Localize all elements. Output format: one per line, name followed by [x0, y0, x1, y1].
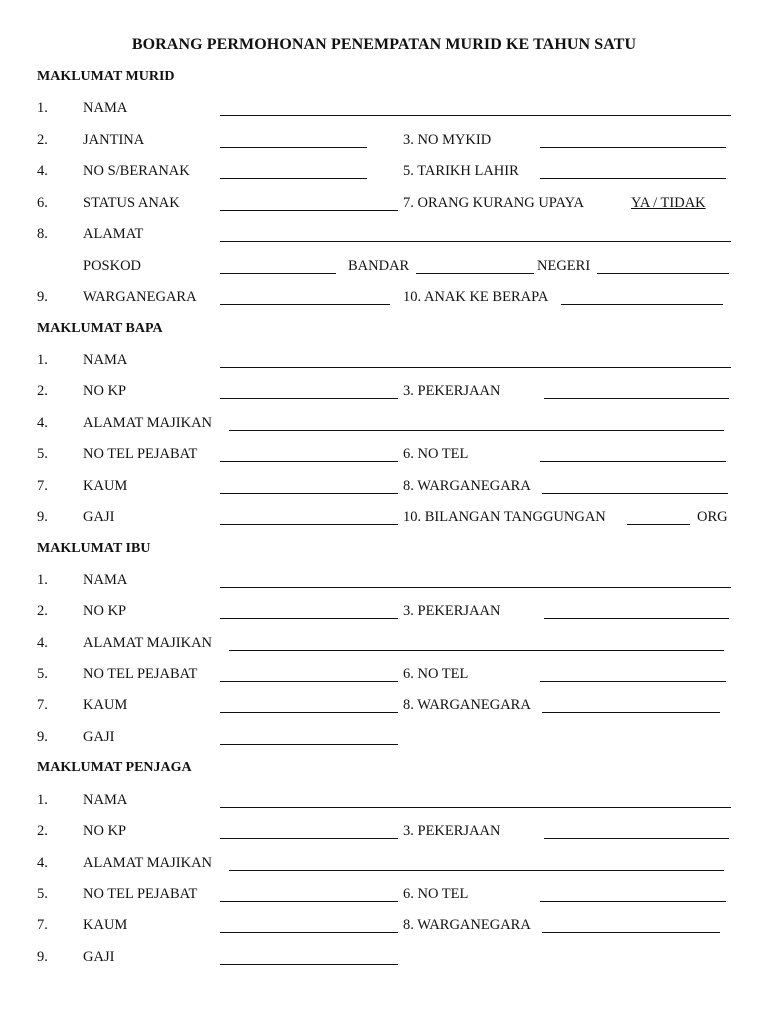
anak-ke-field-line[interactable]	[561, 304, 723, 305]
ibu-row-nama	[0, 572, 768, 590]
row-number: 4.	[37, 635, 48, 651]
label-mykid: 3. NO MYKID	[403, 132, 492, 148]
section-penjaga-heading: MAKLUMAT PENJAGA	[37, 760, 192, 775]
ya-tidak-choice[interactable]: YA / TIDAK	[631, 195, 706, 211]
penjaga-kp-field-line[interactable]	[220, 838, 398, 839]
murid-row-warganegara	[0, 289, 768, 307]
label-nama: NAMA	[83, 792, 128, 808]
label-nama: NAMA	[83, 352, 128, 368]
ibu-gaji-field-line[interactable]	[220, 744, 398, 745]
bandar-field-line[interactable]	[416, 273, 534, 274]
form-title: BORANG PERMOHONAN PENEMPATAN MURID KE TAHUN SATU	[131, 36, 637, 53]
label-gaji: GAJI	[83, 509, 115, 525]
label-no-sb: NO S/BERANAK	[83, 163, 190, 179]
row-number: 2.	[37, 823, 48, 839]
label-no-tel: 6. NO TEL	[403, 886, 469, 902]
status-anak-field-line[interactable]	[220, 210, 398, 211]
label-jantina: JANTINA	[83, 132, 145, 148]
label-no-kp: NO KP	[83, 603, 127, 619]
row-number: 8.	[37, 226, 48, 242]
bapa-row-nama	[0, 352, 768, 370]
alamat-field-line[interactable]	[220, 241, 731, 242]
row-number: 7.	[37, 697, 48, 713]
ibu-tel-field-line[interactable]	[540, 681, 726, 682]
bapa-tel-field-line[interactable]	[540, 461, 726, 462]
penjaga-gaji-field-line[interactable]	[220, 964, 398, 965]
bapa-row-kaum	[0, 478, 768, 496]
row-number: 2.	[37, 603, 48, 619]
label-warganegara: 8. WARGANEGARA	[403, 917, 531, 933]
label-no-kp: NO KP	[83, 383, 127, 399]
label-negeri: NEGERI	[537, 258, 591, 274]
murid-row-jantina	[0, 132, 768, 150]
label-pekerjaan: 3. PEKERJAAN	[403, 823, 501, 839]
row-number: 1.	[37, 792, 48, 808]
label-tanggungan: 10. BILANGAN TANGGUNGAN	[403, 509, 606, 525]
label-poskod: POSKOD	[83, 258, 142, 274]
row-number: 4.	[37, 855, 48, 871]
bapa-gaji-field-line[interactable]	[220, 524, 398, 525]
penjaga-tel-field-line[interactable]	[540, 901, 726, 902]
penjaga-warganegara-field-line[interactable]	[542, 932, 720, 933]
murid-row-status	[0, 195, 768, 213]
ibu-kaum-field-line[interactable]	[220, 712, 398, 713]
label-alamat-majikan: ALAMAT MAJIKAN	[83, 415, 213, 431]
label-kaum: KAUM	[83, 917, 128, 933]
ibu-nama-field-line[interactable]	[220, 587, 731, 588]
penjaga-row-gaji	[0, 949, 768, 967]
section-ibu-heading: MAKLUMAT IBU	[37, 541, 151, 556]
bapa-row-kp	[0, 383, 768, 401]
row-number: 5.	[37, 446, 48, 462]
bapa-row-alamat-majikan	[0, 415, 768, 433]
bapa-kaum-field-line[interactable]	[220, 493, 398, 494]
ibu-alamat-majikan-field-line[interactable]	[229, 650, 724, 651]
label-oku: 7. ORANG KURANG UPAYA	[403, 195, 585, 211]
penjaga-kaum-field-line[interactable]	[220, 932, 398, 933]
row-number: 1.	[37, 352, 48, 368]
ibu-kp-field-line[interactable]	[220, 618, 398, 619]
section-murid-heading: MAKLUMAT MURID	[37, 69, 175, 84]
row-number: 2.	[37, 132, 48, 148]
bapa-pekerjaan-field-line[interactable]	[544, 398, 729, 399]
row-number: 6.	[37, 195, 48, 211]
bapa-tel-pejabat-field-line[interactable]	[220, 461, 398, 462]
penjaga-pekerjaan-field-line[interactable]	[544, 838, 729, 839]
label-warganegara: WARGANEGARA	[83, 289, 197, 305]
penjaga-tel-pejabat-field-line[interactable]	[220, 901, 398, 902]
label-org: ORG	[697, 509, 728, 525]
label-tel-pejabat: NO TEL PEJABAT	[83, 446, 198, 462]
negeri-field-line[interactable]	[597, 273, 729, 274]
row-number: 7.	[37, 478, 48, 494]
penjaga-row-tel	[0, 886, 768, 904]
row-number: 9.	[37, 949, 48, 965]
ibu-row-alamat-majikan	[0, 635, 768, 653]
section-bapa-heading: MAKLUMAT BAPA	[37, 321, 163, 336]
row-number: 7.	[37, 917, 48, 933]
ibu-row-tel	[0, 666, 768, 684]
row-number: 2.	[37, 383, 48, 399]
nama-field-line[interactable]	[220, 115, 731, 116]
murid-row-alamat	[0, 226, 768, 244]
ibu-tel-pejabat-field-line[interactable]	[220, 681, 398, 682]
label-no-tel: 6. NO TEL	[403, 446, 469, 462]
row-number: 9.	[37, 729, 48, 745]
murid-row-poskod	[0, 258, 768, 276]
bapa-row-tel	[0, 446, 768, 464]
no-sb-field-line[interactable]	[220, 178, 367, 179]
label-pekerjaan: 3. PEKERJAAN	[403, 383, 501, 399]
bapa-alamat-majikan-field-line[interactable]	[229, 430, 724, 431]
label-kaum: KAUM	[83, 697, 128, 713]
bapa-kp-field-line[interactable]	[220, 398, 398, 399]
murid-row-nama	[0, 100, 768, 118]
tarikh-lahir-field-line[interactable]	[540, 178, 726, 179]
bapa-tanggungan-field-line[interactable]	[627, 524, 690, 525]
label-pekerjaan: 3. PEKERJAAN	[403, 603, 501, 619]
penjaga-alamat-majikan-field-line[interactable]	[229, 870, 724, 871]
label-tel-pejabat: NO TEL PEJABAT	[83, 666, 198, 682]
label-status-anak: STATUS ANAK	[83, 195, 180, 211]
label-anak-ke: 10. ANAK KE BERAPA	[403, 289, 549, 305]
label-gaji: GAJI	[83, 729, 115, 745]
label-alamat-majikan: ALAMAT MAJIKAN	[83, 635, 213, 651]
ibu-row-kaum	[0, 697, 768, 715]
bapa-warganegara-field-line[interactable]	[542, 493, 728, 494]
ibu-pekerjaan-field-line[interactable]	[544, 618, 729, 619]
label-nama: NAMA	[83, 100, 128, 116]
jantina-field-line[interactable]	[220, 147, 367, 148]
ibu-warganegara-field-line[interactable]	[542, 712, 720, 713]
row-number: 9.	[37, 509, 48, 525]
ibu-row-kp	[0, 603, 768, 621]
row-number: 5.	[37, 886, 48, 902]
label-bandar: BANDAR	[348, 258, 410, 274]
ibu-row-gaji	[0, 729, 768, 747]
label-tel-pejabat: NO TEL PEJABAT	[83, 886, 198, 902]
row-number: 1.	[37, 100, 48, 116]
label-gaji: GAJI	[83, 949, 115, 965]
row-number: 5.	[37, 666, 48, 682]
label-warganegara: 8. WARGANEGARA	[403, 478, 531, 494]
label-warganegara: 8. WARGANEGARA	[403, 697, 531, 713]
penjaga-row-alamat-majikan	[0, 855, 768, 873]
row-number: 4.	[37, 163, 48, 179]
label-alamat: ALAMAT	[83, 226, 144, 242]
label-no-kp: NO KP	[83, 823, 127, 839]
warganegara-field-line[interactable]	[220, 304, 390, 305]
murid-row-sijil	[0, 163, 768, 181]
label-nama: NAMA	[83, 572, 128, 588]
label-kaum: KAUM	[83, 478, 128, 494]
bapa-row-gaji	[0, 509, 768, 527]
penjaga-row-kp	[0, 823, 768, 841]
penjaga-nama-field-line[interactable]	[220, 807, 731, 808]
row-number: 1.	[37, 572, 48, 588]
row-number: 9.	[37, 289, 48, 305]
poskod-field-line[interactable]	[220, 273, 336, 274]
label-no-tel: 6. NO TEL	[403, 666, 469, 682]
penjaga-row-nama	[0, 792, 768, 810]
row-number: 4.	[37, 415, 48, 431]
label-alamat-majikan: ALAMAT MAJIKAN	[83, 855, 213, 871]
penjaga-row-kaum	[0, 917, 768, 935]
bapa-nama-field-line[interactable]	[220, 367, 731, 368]
label-tarikh-lahir: 5. TARIKH LAHIR	[403, 163, 519, 179]
mykid-field-line[interactable]	[540, 147, 726, 148]
